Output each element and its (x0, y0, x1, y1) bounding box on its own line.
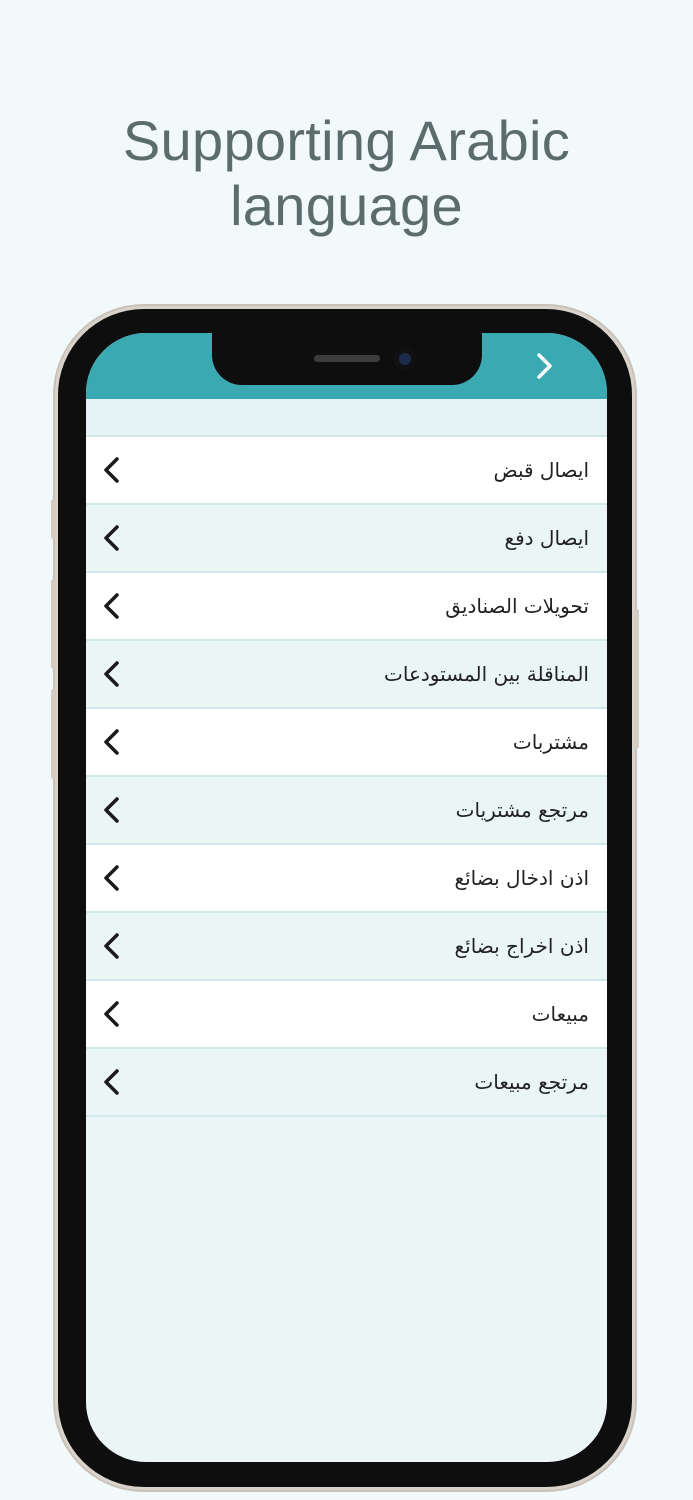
chevron-left-icon (100, 796, 124, 824)
chevron-left-icon (100, 592, 124, 620)
phone-screen (86, 333, 607, 1462)
menu-item-9[interactable] (86, 1049, 607, 1117)
menu-item-6[interactable] (86, 845, 607, 913)
menu-item-label: ايصال قبض (493, 458, 589, 482)
chevron-left-icon (100, 864, 124, 892)
phone-volume-down (51, 689, 56, 779)
menu-item-5[interactable] (86, 777, 607, 845)
chevron-left-icon (100, 660, 124, 688)
chevron-left-icon (100, 1068, 124, 1096)
menu-item-1[interactable] (86, 505, 607, 573)
menu-item-4[interactable] (86, 709, 607, 777)
chevron-left-icon (100, 728, 124, 756)
front-camera (394, 348, 416, 370)
speaker-grille (314, 355, 380, 362)
menu-item-label: مرتجع مشتريات (455, 798, 589, 822)
phone-frame (58, 309, 632, 1487)
menu-item-label: مشتربات (512, 730, 589, 754)
list-header-spacer (86, 399, 607, 437)
menu-item-label: المناقلة بين المستودعات (384, 662, 589, 686)
chevron-left-icon (100, 456, 124, 484)
phone-mute-switch (51, 499, 56, 539)
menu-list (86, 437, 607, 1117)
menu-item-label: اذن ادخال بضائع (454, 866, 589, 890)
menu-item-8[interactable] (86, 981, 607, 1049)
chevron-left-icon (100, 1000, 124, 1028)
chevron-left-icon (100, 524, 124, 552)
menu-item-label: مبيعات (531, 1002, 589, 1026)
menu-item-label: مرتجع مبيعات (474, 1070, 589, 1094)
phone-power-button (634, 609, 639, 749)
menu-item-label: اذن اخراج بضائع (454, 934, 589, 958)
chevron-right-icon (529, 351, 559, 381)
chevron-left-icon (100, 932, 124, 960)
menu-item-label: تحويلات الصناديق (445, 594, 589, 618)
phone-volume-up (51, 579, 56, 669)
headline: Supporting Arabic language (122, 109, 571, 237)
menu-item-label: ايصال دفع (504, 526, 589, 550)
menu-item-0[interactable] (86, 437, 607, 505)
menu-item-7[interactable] (86, 913, 607, 981)
phone-notch (212, 333, 482, 385)
back-button[interactable] (529, 351, 559, 381)
menu-item-2[interactable] (86, 573, 607, 641)
menu-item-3[interactable] (86, 641, 607, 709)
